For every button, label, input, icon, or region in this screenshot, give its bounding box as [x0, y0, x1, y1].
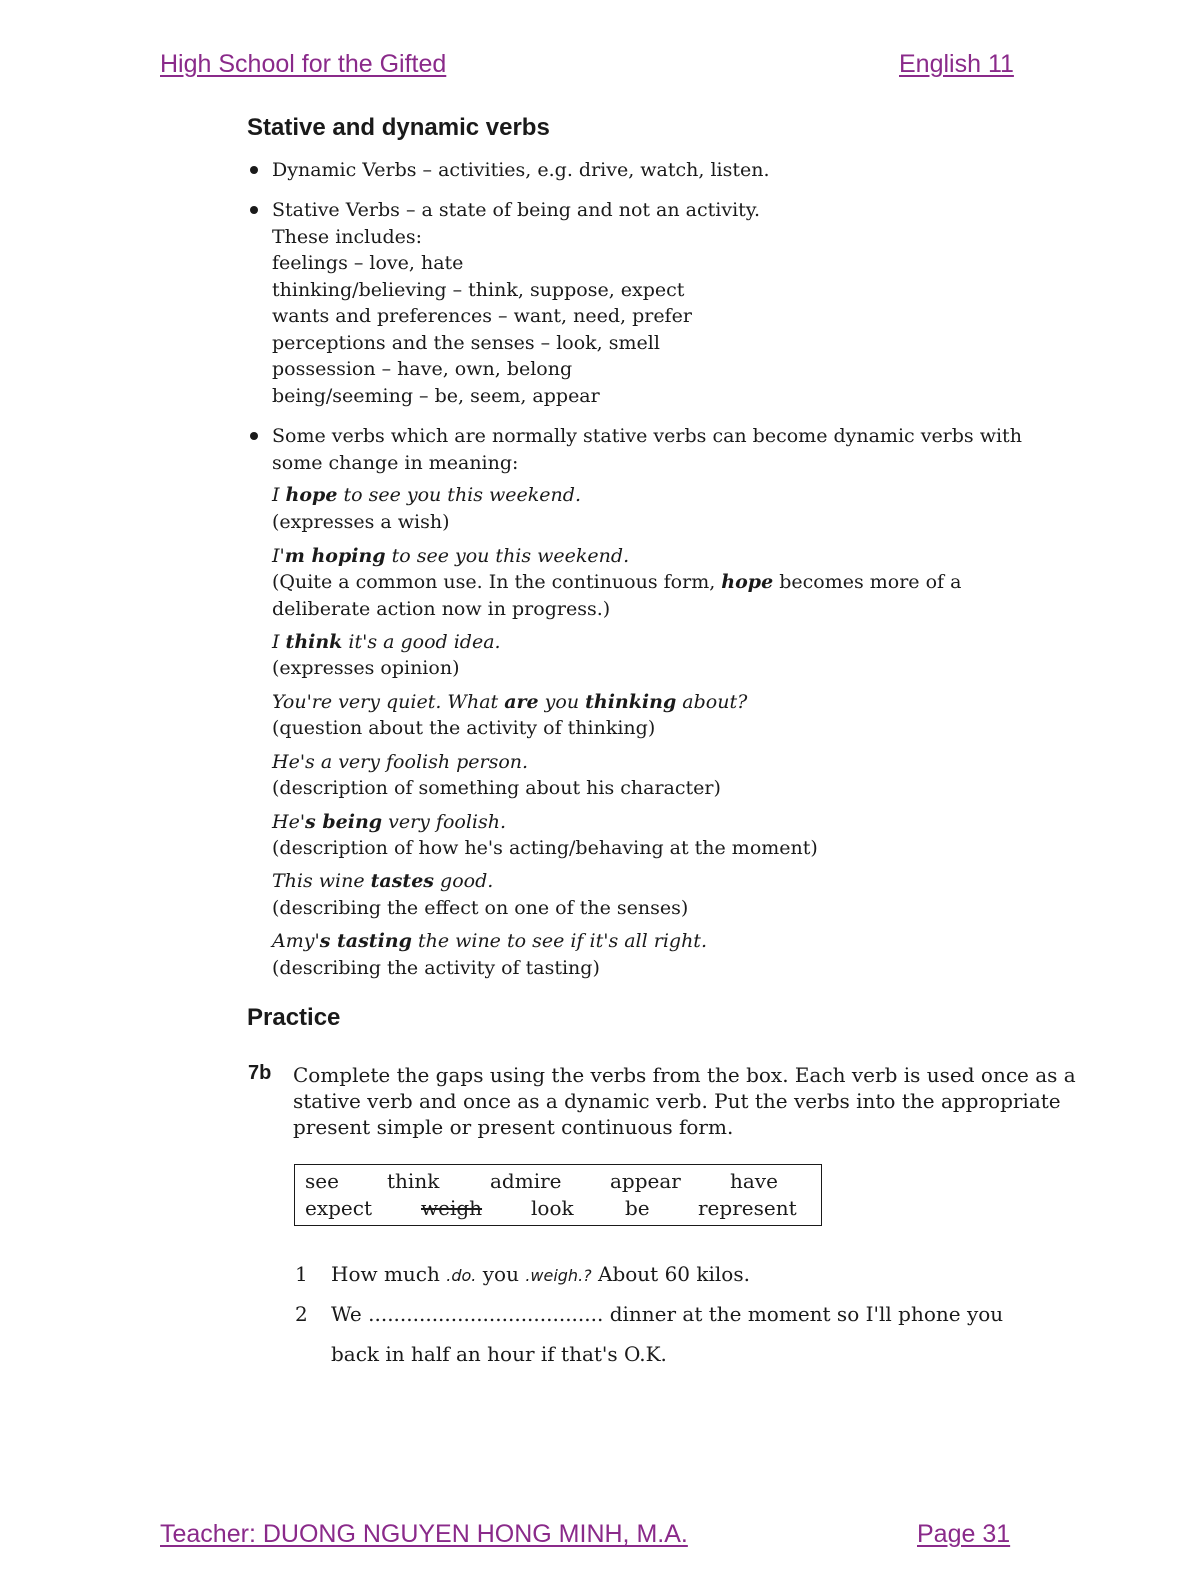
example-sentence: He's a very foolish person.: [272, 751, 529, 773]
word-box: [294, 1164, 822, 1226]
question-2-continued: back in half an hour if that's O.K.: [331, 1342, 667, 1366]
example-sentence: Amy's tasting the wine to see if it's all right.: [272, 930, 707, 952]
task-instructions: stative verb and once as a dynamic verb. Put the verbs into the appropriate: [293, 1089, 1061, 1113]
bullet-1-text: Dynamic Verbs – activities, e.g. drive, watch, listen.: [272, 159, 770, 181]
section-title: Stative and dynamic verbs: [247, 114, 550, 141]
practice-title: Practice: [247, 1004, 341, 1031]
question-2: We ..................................... dinner at the moment so I'll phone you: [331, 1302, 1004, 1326]
example-note: deliberate action now in progress.): [272, 598, 611, 620]
bullet-3-dot: [250, 432, 258, 440]
bullet-2-line: feelings – love, hate: [272, 252, 464, 274]
example-sentence: You're very quiet. What are you thinking about?: [272, 691, 748, 713]
bullet-3-line: some change in meaning:: [272, 452, 519, 474]
example-sentence: I hope to see you this weekend.: [272, 484, 581, 506]
question-number: 1: [295, 1262, 308, 1286]
task-number: 7b: [248, 1062, 272, 1084]
bullet-2-line: These includes:: [272, 226, 423, 248]
task-instructions: Complete the gaps using the verbs from the box. Each verb is used once as a: [293, 1063, 1076, 1087]
example-sentence: I think it's a good idea.: [272, 631, 501, 653]
example-note: (description of how he's acting/behaving at the moment): [272, 837, 818, 859]
box-word: expect: [305, 1196, 372, 1220]
example-sentence: I'm hoping to see you this weekend.: [272, 545, 630, 567]
example-note: (description of something about his character): [272, 777, 721, 799]
box-word: have: [730, 1169, 778, 1193]
bullet-2-dot: [250, 206, 258, 214]
example-note: (expresses opinion): [272, 657, 460, 679]
example-note: (question about the activity of thinking): [272, 717, 656, 739]
example-note: (expresses a wish): [272, 511, 450, 533]
subject-name: English 11: [899, 50, 1014, 78]
box-word: appear: [610, 1169, 681, 1193]
bullet-2-line: being/seeming – be, seem, appear: [272, 385, 600, 407]
box-word: admire: [490, 1169, 562, 1193]
bullet-2-line: wants and preferences – want, need, prefer: [272, 305, 692, 327]
box-word: see: [305, 1169, 339, 1193]
example-note: (Quite a common use. In the continuous form, hope becomes more of a: [272, 571, 962, 593]
example-sentence: He's being very foolish.: [272, 811, 507, 833]
bullet-2-line: thinking/believing – think, suppose, expect: [272, 279, 685, 301]
teacher-name: Teacher: DUONG NGUYEN HONG MINH, M.A.: [160, 1520, 688, 1548]
example-note: (describing the activity of tasting): [272, 957, 600, 979]
box-word: be: [625, 1196, 650, 1220]
page-number: Page 31: [917, 1520, 1011, 1548]
school-name: High School for the Gifted: [160, 50, 447, 78]
task-instructions: present simple or present continuous form.: [293, 1115, 734, 1139]
example-sentence: This wine tastes good.: [272, 870, 494, 892]
box-word-crossed: weigh: [421, 1196, 483, 1220]
answer-weigh: .weigh.?: [525, 1266, 592, 1285]
box-word: look: [531, 1196, 574, 1220]
bullet-2-line: Stative Verbs – a state of being and not an activity.: [272, 199, 761, 221]
bullet-3-line: Some verbs which are normally stative verbs can become dynamic verbs with: [272, 425, 1022, 447]
example-note: (describing the effect on one of the senses): [272, 897, 689, 919]
box-word: think: [387, 1169, 440, 1193]
bullet-2-line: perceptions and the senses – look, smell: [272, 332, 660, 354]
answer-do: .do.: [446, 1266, 477, 1285]
box-word: represent: [698, 1196, 797, 1220]
question-number: 2: [295, 1302, 308, 1326]
bullet-1-dot: [250, 166, 258, 174]
bullet-2-line: possession – have, own, belong: [272, 358, 573, 380]
question-1: How much .do. you .weigh.? About 60 kilos.: [331, 1262, 750, 1286]
